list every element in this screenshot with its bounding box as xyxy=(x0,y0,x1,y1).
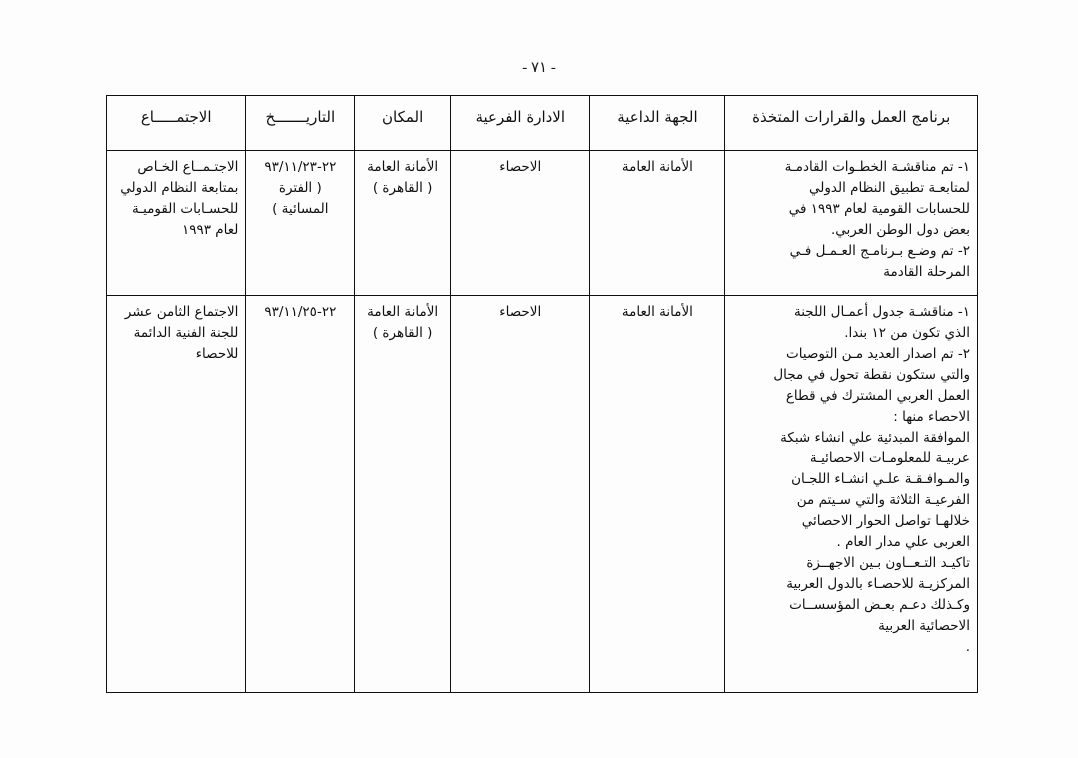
meetings-table-container xyxy=(106,95,978,693)
meetings-table xyxy=(106,95,978,693)
table-row xyxy=(107,151,978,296)
cell-date: ٢٢-٩٣/١١/٢٥ xyxy=(246,296,355,693)
cell-program: ١- تم مناقشـة الخطـوات القادمـة لمتابعـة تطبيق النظام الدولي للحسابات القومية لعام ١٩٩٣ في بعض دول الوطن العربي. ٢- تم وضـع بـرنامـج العـمـل فـي المرحلة القادمة xyxy=(725,151,978,296)
cell-sub-administration: الاحصاء xyxy=(451,296,590,693)
column-header-date: التاريـــــــخ xyxy=(246,96,355,151)
page-number: - ٧١ - xyxy=(522,60,556,76)
cell-organizer: الأمانة العامة xyxy=(590,151,725,296)
column-header-organizer: الجهة الداعية xyxy=(590,96,725,151)
column-header-place: المكان xyxy=(355,96,451,151)
cell-meeting: الاجتماع الثامن عشر للجنة الفنية الدائمة للاحصاء xyxy=(107,296,246,693)
cell-sub-administration: الاحصاء xyxy=(451,151,590,296)
cell-meeting: الاجتـمــاع الخـاص بمتابعة النظام الدولي للحسـابات القوميـة لعام ١٩٩٣ xyxy=(107,151,246,296)
cell-organizer: الأمانة العامة xyxy=(590,296,725,693)
cell-place: الأمانة العامة ( القاهرة ) xyxy=(355,151,451,296)
column-header-program: برنامج العمل والقرارات المتخذة xyxy=(725,96,978,151)
cell-place: الأمانة العامة ( القاهرة ) xyxy=(355,296,451,693)
column-header-sub-administration: الادارة الفرعية xyxy=(451,96,590,151)
cell-program: ١- مناقشـة جدول أعمـال اللجنة الذي تكون من ١٢ بندا. ٢- تم اصدار العديد مـن التوصيات والتي ستكون نقطة تحول في مجال العمل العربي المشترك في قطاع الاحصاء منها : الموافقة المبدئية علي انشاء شبكة عربيـة للمعلومـات الاحصائيـة والمـوافـقـة علـي انشـاء اللجـان الفرعيـة الثلاثة والتي سـيتم من خلالهـا تواصل الحوار الاحصائي العربى علي مدار العام . تاكيـد التـعــاون بـين الاجهــزة المركزيـة للاحصـاء بالدول العربية وكـذلك دعـم بعـض المؤسســات الاحصائية العربية . xyxy=(725,296,978,693)
table-header-row xyxy=(107,96,978,151)
table-row xyxy=(107,296,978,693)
column-header-meeting: الاجتمـــــاع xyxy=(107,96,246,151)
cell-date: ٢٢-٩٣/١١/٢٣ ( الفترة المسائية ) xyxy=(246,151,355,296)
